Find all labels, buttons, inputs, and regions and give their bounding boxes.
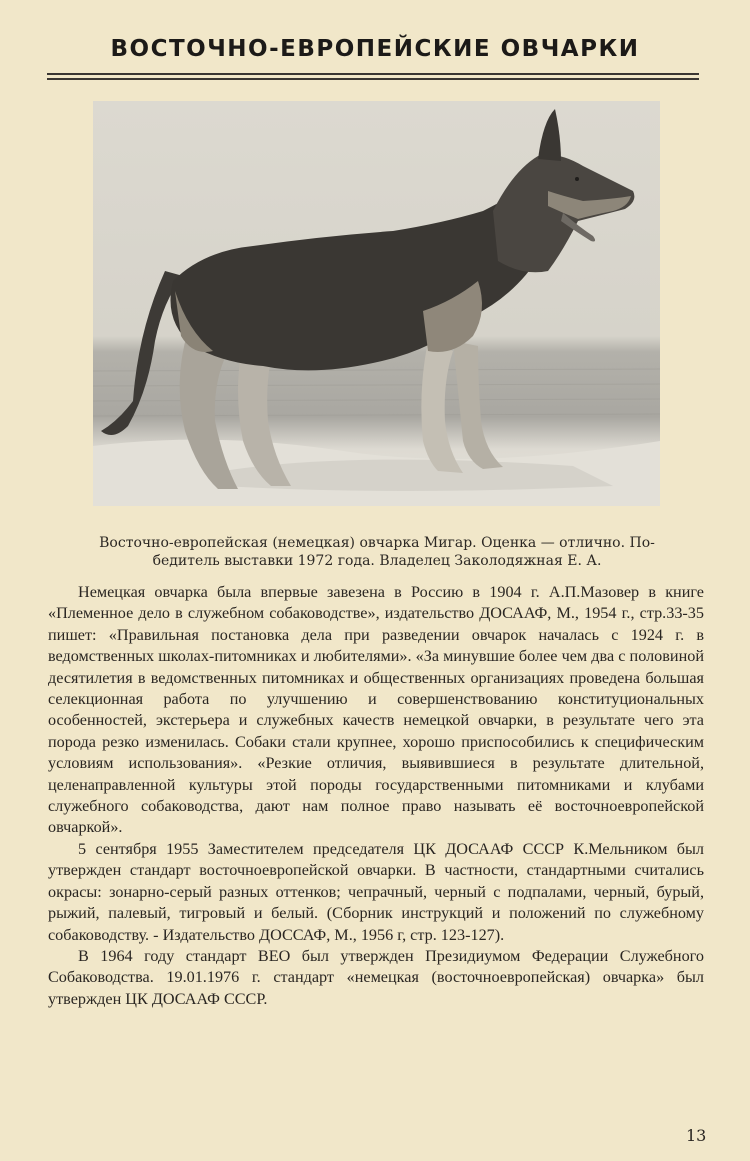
paragraph-standard-1964-1976: В 1964 году стандарт ВЕО был утвержден Президиумом Федерации Служебного Собаководства. 19.01.1976 г. стандарт «немецкая (восточноевропейская) овчарка» был утвержден ЦК ДОСААФ СССР.: [48, 946, 704, 1008]
page-number: 13: [686, 1126, 707, 1145]
title-divider-bottom: [47, 78, 699, 80]
caption-line-1: Восточно-европейская (немецкая) овчарка Мигар. Оценка — отлично. По-: [99, 535, 655, 551]
page-title: ВОСТОЧНО-ЕВРОПЕЙСКИЕ ОВЧАРКИ: [110, 36, 640, 62]
title-divider-top: [47, 73, 699, 75]
photo-caption: [92, 534, 662, 570]
paragraph-standard-1955: 5 сентября 1955 Заместителем председателя ЦК ДОСААФ СССР К.Мельником был утвержден стандарт восточноевропейской овчарки. В частности, стандартными считались окрасы: зонарно-серый разных оттенков; чепрачный, черный с подпалами, черный, бурый, рыжий, палевый, тигровый и белый. (Сборник инструкций и положений по служебному собаководству. - Издательство ДОССАФ, М., 1956 г, стр. 123-127).: [48, 839, 704, 944]
dog-photo: [93, 101, 660, 506]
caption-line-2: бедитель выставки 1972 года. Владелец Заколодяжная Е. А.: [152, 553, 602, 569]
article-body: [48, 582, 704, 1010]
paragraph-history: Немецкая овчарка была впервые завезена в Россию в 1904 г. А.П.Мазовер в книге «Племенное дело в служебном собаководстве», издательство ДОСААФ, М., 1954 г., стр.33-35 пишет: «Правильная постановка дела при разведении овчарок началась с 1924 г. в ведомственных школах-питомниках и любителями». «За минувшие более чем два с половиной десятилетия в ведомственных питомниках и общественных организациях проведена большая селекционная работа по улучшению и совершенствованию конституциональных особенностей, экстерьера и служебных качеств немецкой овчарки, в результате чего эта порода резко изменилась. Собаки стали крупнее, хорошо приспособились к специфическим условиям использования». «Резкие отличия, выявившиеся в результате длительной, целенаправленной культуры этой породы государственными питомниками и клубами служебного собаководства, дают нам полное право называть её восточноевропейской овчаркой».: [48, 583, 704, 837]
dog-silhouette-icon: [93, 101, 660, 506]
